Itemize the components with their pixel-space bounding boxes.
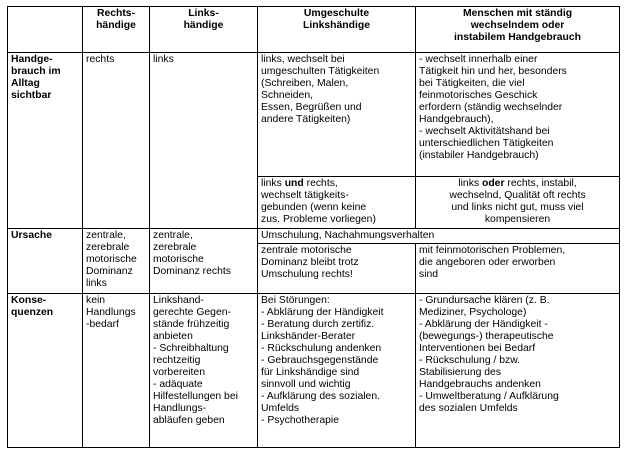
cell-konsequenzen-menschen: - Grundursache klären (z. B. Mediziner, Psychologe) - Abklärung der Händigkeit - (bewegungs-) therapeutische Interventionen bei Bedarf - Rückschulung / bzw. Stabilisierung des Handgebrauchs andenken - Umweltberatung / Aufklärung des sozialen Umfelds: [416, 294, 620, 448]
row-label-handgebrauch: Handge- brauch im Alltag sichtbar: [8, 53, 83, 229]
row-konsequenzen: [8, 294, 620, 448]
emphasis-oder: oder: [481, 178, 505, 189]
row-handgebrauch-1: [8, 53, 620, 177]
cell-ursache-menschen: mit feinmotorischen Problemen, die angeboren oder erworben sind: [416, 244, 620, 294]
cell-handgebrauch-menschen-2: links oder rechts, instabil, wechselnd, Qualität oft rechts und links nicht gut, muss viel kompensieren: [416, 177, 620, 229]
cell-handgebrauch-umgeschult-2: links und rechts, wechselt tätigkeits- gebunden (wenn keine zus. Probleme vorliegen): [258, 177, 416, 229]
header-umgeschulte: Umgeschulte Linkshändige: [258, 7, 416, 53]
cell-konsequenzen-rechts: kein Handlungs -bedarf: [83, 294, 150, 448]
cell-handgebrauch-rechts: rechts: [83, 53, 150, 229]
cell-handgebrauch-umgeschult-1: links, wechselt bei umgeschulten Tätigkeiten (Schreiben, Malen, Schneiden, Essen, Begrüßen und andere Tätigkeiten): [258, 53, 416, 177]
row-label-konsequenzen: Konse- quenzen: [8, 294, 83, 448]
cell-ursache-umgeschult: zentrale motorische Dominanz bleibt trotz Umschulung rechts!: [258, 244, 416, 294]
cell-ursache-rechts: zentrale, zerebrale motorische Dominanz links: [83, 229, 150, 294]
cell-handgebrauch-links: links: [150, 53, 258, 229]
cell-konsequenzen-links: Linkshand- gerechte Gegen- stände frühzeitig anbieten - Schreibhaltung rechtzeitig vorbereiten - adäquate Hilfestellungen bei Handlungs- abläufen geben: [150, 294, 258, 448]
cell-ursache-links: zentrale, zerebrale motorische Dominanz rechts: [150, 229, 258, 294]
row-ursache-1: [8, 229, 620, 244]
header-empty-cell: [8, 7, 83, 53]
header-row: [8, 7, 620, 53]
cell-konsequenzen-umgeschult: Bei Störungen: - Abklärung der Händigkeit - Beratung durch zertifiz. Linkshänder-Berater - Rückschulung andenken - Gebrauchsgegenstände für Linkshändige sind sinnvoll und wichtig - Aufklärung des sozialen. Umfelds - Psychotherapie: [258, 294, 416, 448]
cell-handgebrauch-menschen-1: - wechselt innerhalb einer Tätigkeit hin und her, besonders bei Tätigkeiten, die viel feinmotorisches Geschick erfordern (ständig wechselnder Handgebrauch), - wechselt Aktivitätshand bei unterschiedlichen Tätigkeiten (instabiler Handgebrauch): [416, 53, 620, 177]
row-label-ursache: Ursache: [8, 229, 83, 294]
emphasis-und: und: [284, 178, 304, 189]
header-menschen-wechselnd: Menschen mit ständig wechselndem oder instabilem Handgebrauch: [416, 7, 620, 53]
header-linkshaendige: Links- händige: [150, 7, 258, 53]
header-rechtshaendige: Rechts- händige: [83, 7, 150, 53]
cell-ursache-shared: Umschulung, Nachahmungsverhalten: [258, 229, 620, 244]
comparison-table: [7, 6, 620, 448]
